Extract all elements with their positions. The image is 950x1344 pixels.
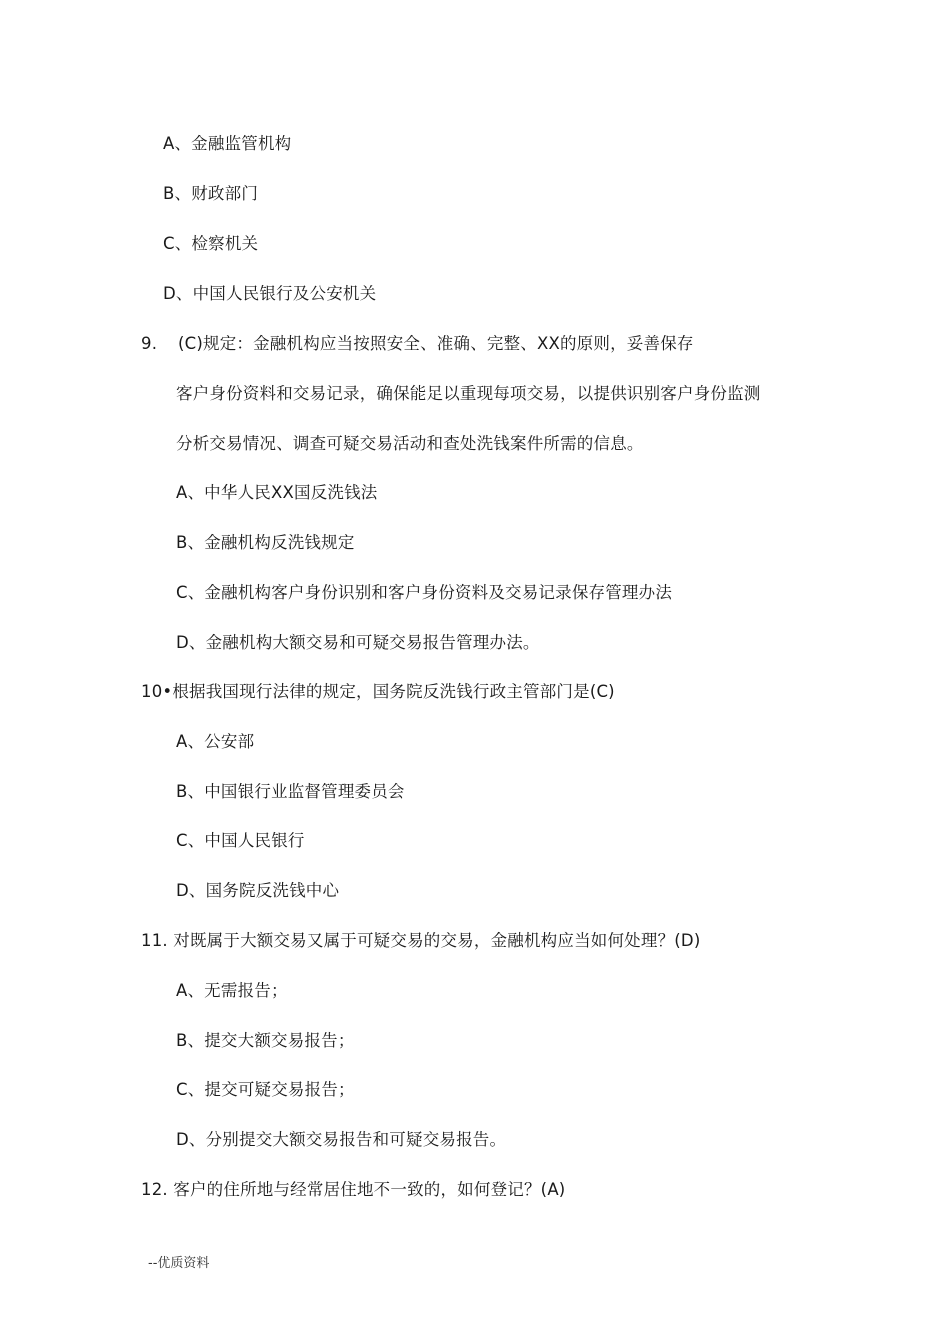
q9-text-line-2: 客户身份资料和交易记录，确保能足以重现每项交易，以提供识别客户身份监测: [176, 384, 761, 403]
page-footer: --优质资料: [148, 1256, 210, 1271]
q8-option-b: B、财政部门: [163, 184, 259, 203]
q9-number: 9.: [141, 334, 158, 353]
q9-text-line-1: (C)规定：金融机构应当按照安全、准确、完整、XX的原则，妥善保存: [178, 334, 694, 353]
q10-text: 10•根据我国现行法律的规定，国务院反洗钱行政主管部门是(C): [141, 682, 615, 701]
q11-option-b: B、提交大额交易报告；: [176, 1031, 355, 1050]
q11-text: 11. 对既属于大额交易又属于可疑交易的交易，金融机构应当如何处理？(D): [141, 931, 701, 950]
q9-text-line-3: 分析交易情况、调查可疑交易活动和查处洗钱案件所需的信息。: [176, 434, 644, 453]
q9-option-c: C、金融机构客户身份识别和客户身份资料及交易记录保存管理办法: [176, 583, 673, 602]
q9-option-b: B、金融机构反洗钱规定: [176, 533, 355, 552]
q11-option-a: A、无需报告；: [176, 981, 288, 1000]
q9-option-d: D、金融机构大额交易和可疑交易报告管理办法。: [176, 633, 540, 652]
q11-option-d: D、分别提交大额交易报告和可疑交易报告。: [176, 1130, 507, 1149]
q10-option-c: C、中国人民银行: [176, 831, 305, 850]
q8-option-c: C、检察机关: [163, 234, 259, 253]
q10-option-b: B、中国银行业监督管理委员会: [176, 782, 405, 801]
q8-option-a: A、金融监管机构: [163, 134, 292, 153]
q12-text: 12. 客户的住所地与经常居住地不一致的，如何登记？(A): [141, 1180, 566, 1199]
q8-option-d: D、中国人民银行及公安机关: [163, 284, 377, 303]
q9-option-a: A、中华人民XX国反洗钱法: [176, 483, 378, 502]
q11-option-c: C、提交可疑交易报告；: [176, 1080, 355, 1099]
q10-option-a: A、公安部: [176, 732, 255, 751]
q10-option-d: D、国务院反洗钱中心: [176, 881, 340, 900]
